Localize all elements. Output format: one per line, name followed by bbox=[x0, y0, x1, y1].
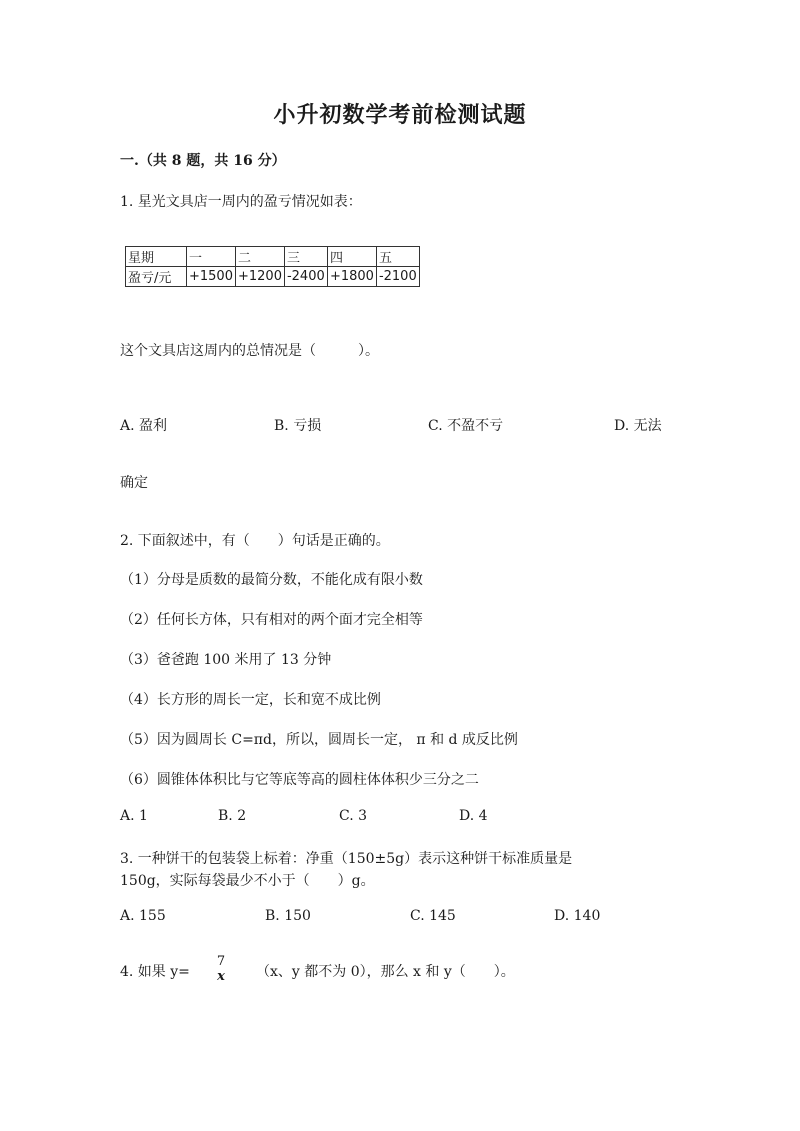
q2-option-c: C. 3 bbox=[339, 808, 368, 824]
q1-question: 这个文具店这周内的总情况是（ ）。 bbox=[120, 343, 379, 359]
q1-option-d-wrap: 确定 bbox=[120, 475, 148, 491]
q1-option-a: A. 盈利 bbox=[120, 418, 168, 434]
fraction bbox=[212, 954, 230, 984]
table-cell: +1200 bbox=[235, 267, 284, 287]
q3-option-a: A. 155 bbox=[120, 908, 166, 924]
q2-statement: （3）爸爸跑 100 米用了 13 分钟 bbox=[120, 652, 332, 668]
table-cell: +1500 bbox=[187, 267, 236, 287]
q3-option-c: C. 145 bbox=[410, 908, 456, 924]
fraction-numerator: 7 bbox=[216, 954, 226, 969]
q3-stem-line1: 3. 一种饼干的包装袋上标着：净重（150±5g）表示这种饼干标准质量是 bbox=[120, 851, 573, 867]
table-cell: 盈亏/元 bbox=[126, 267, 187, 287]
table-cell: 一 bbox=[187, 247, 236, 267]
q1-stem: 1. 星光文具店一周内的盈亏情况如表： bbox=[120, 194, 362, 210]
q2-option-d: D. 4 bbox=[459, 808, 488, 824]
q2-option-b: B. 2 bbox=[218, 808, 247, 824]
table-row bbox=[126, 267, 420, 287]
q1-option-b: B. 亏损 bbox=[274, 418, 322, 434]
section-heading: 一.（共 8 题，共 16 分） bbox=[120, 153, 286, 169]
table-cell: 五 bbox=[376, 247, 419, 267]
q2-option-a: A. 1 bbox=[120, 808, 148, 824]
q1-option-d: D. 无法 bbox=[614, 418, 662, 434]
q4-prefix: 4. 如果 y= bbox=[120, 964, 190, 980]
table-row bbox=[126, 247, 420, 267]
table-cell: +1800 bbox=[327, 267, 376, 287]
q2-stem: 2. 下面叙述中，有（ ）句话是正确的。 bbox=[120, 533, 390, 549]
q3-stem-line2: 150g，实际每袋最少不小于（ ）g。 bbox=[120, 873, 375, 889]
table-cell: -2400 bbox=[284, 267, 327, 287]
q2-statement: （2）任何长方体，只有相对的两个面才完全相等 bbox=[120, 612, 423, 628]
q2-statement: （4）长方形的周长一定，长和宽不成比例 bbox=[120, 692, 381, 708]
q2-statement: （6）圆锥体体积比与它等底等高的圆柱体体积少三分之二 bbox=[120, 772, 479, 788]
q1-option-c: C. 不盈不亏 bbox=[428, 418, 504, 434]
table-cell: 星期 bbox=[126, 247, 187, 267]
q2-statement: （5）因为圆周长 C=πd，所以，圆周长一定， π 和 d 成反比例 bbox=[120, 732, 518, 748]
table-cell: -2100 bbox=[376, 267, 419, 287]
q3-option-b: B. 150 bbox=[265, 908, 311, 924]
fraction-denominator: x bbox=[217, 969, 225, 984]
q3-option-d: D. 140 bbox=[554, 908, 601, 924]
q2-statement: （1）分母是质数的最简分数，不能化成有限小数 bbox=[120, 572, 423, 588]
profit-table bbox=[125, 246, 420, 287]
table-cell: 二 bbox=[235, 247, 284, 267]
page-title: 小升初数学考前检测试题 bbox=[273, 102, 527, 128]
q4-suffix: （x、y 都不为 0），那么 x 和 y（ ）。 bbox=[256, 964, 515, 980]
table-cell: 三 bbox=[284, 247, 327, 267]
table-cell: 四 bbox=[327, 247, 376, 267]
